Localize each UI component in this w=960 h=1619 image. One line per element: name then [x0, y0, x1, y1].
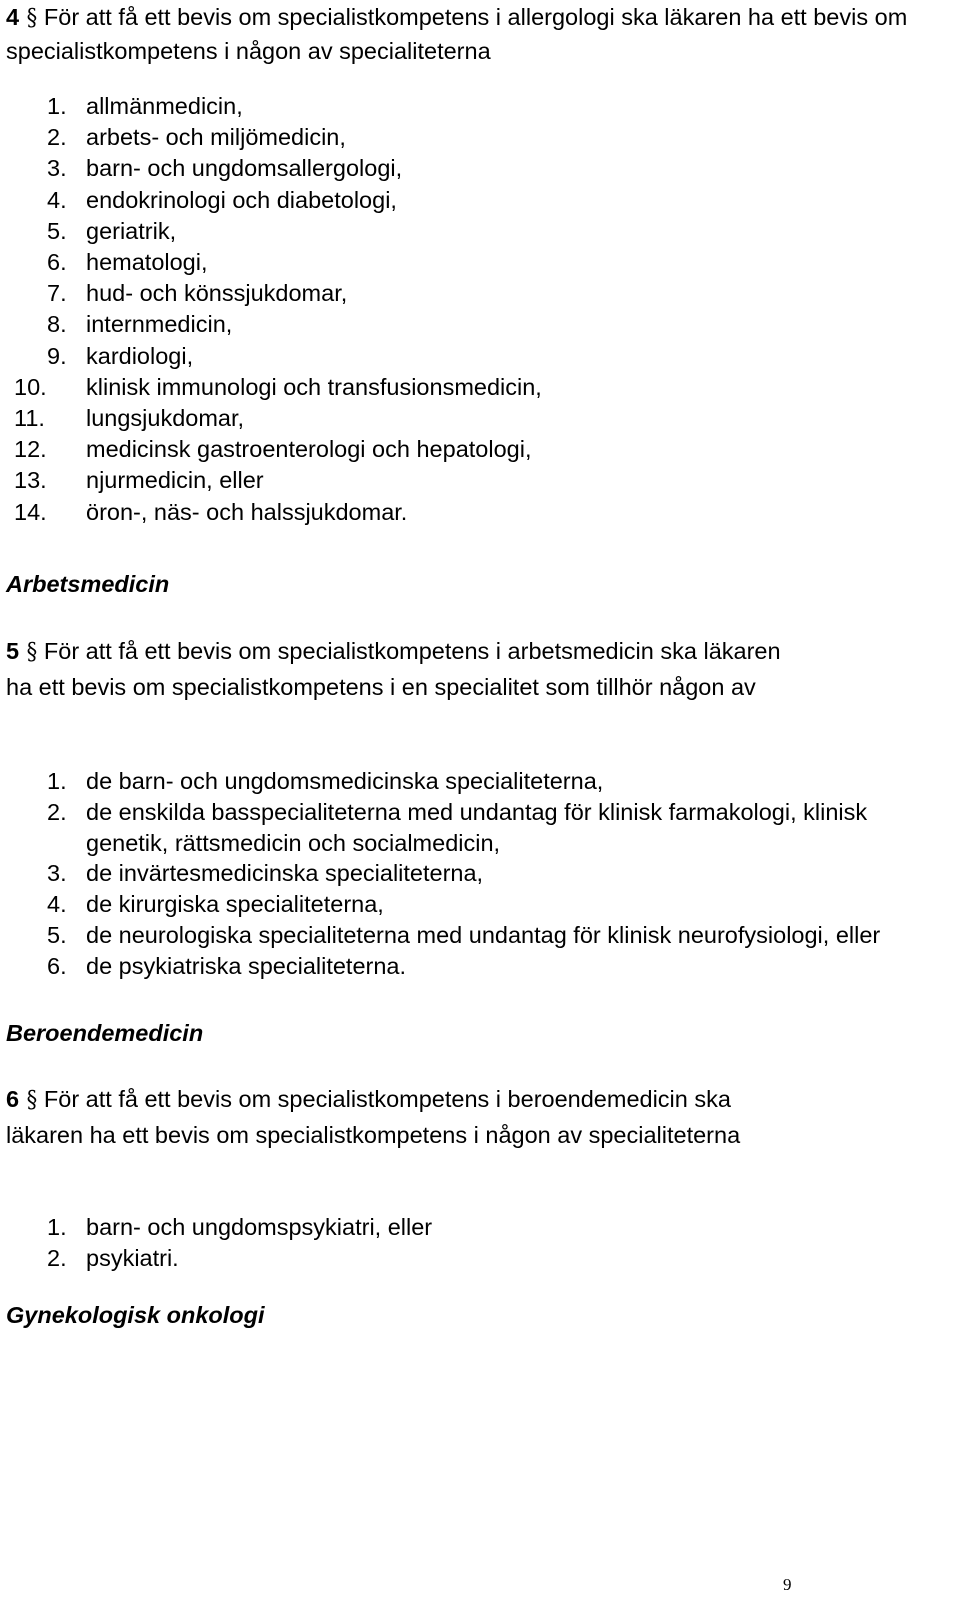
heading-beroendemedicin: Beroendemedicin	[6, 1020, 204, 1046]
allergologi-list	[6, 91, 542, 528]
list-item	[6, 766, 936, 797]
item-number: 13.	[14, 467, 47, 494]
item-text: de enskilda basspecialiteterna med undantag för klinisk farmakologi, klinisk genetik, rättsmedicin och socialmedicin,	[86, 798, 868, 856]
item-text: barn- och ungdomspsykiatri, eller	[86, 1214, 433, 1240]
item-text: kardiologi,	[86, 342, 194, 369]
item-number: 6.	[47, 249, 67, 276]
item-text: njurmedicin, eller	[86, 467, 264, 494]
item-text: öron-, näs- och halssjukdomar.	[86, 498, 408, 525]
section-5-paragraph	[6, 634, 806, 705]
list-item	[6, 497, 542, 528]
section-4-paragraph	[6, 0, 936, 68]
item-number: 14.	[14, 498, 47, 525]
section-number: 5	[6, 638, 20, 664]
list-item	[6, 1212, 432, 1243]
list-item	[6, 858, 936, 889]
item-text: hematologi,	[86, 249, 208, 276]
section-text: För att få ett bevis om specialistkompetens i beroendemedicin ska läkaren ha ett bevis om specialistkompetens i någon av specialiteterna	[6, 1086, 741, 1148]
item-number: 5.	[47, 217, 67, 244]
item-number: 2.	[47, 798, 67, 825]
item-text: de psykiatriska specialiteterna.	[86, 952, 407, 979]
item-number: 1.	[47, 1214, 67, 1240]
list-item	[6, 122, 542, 153]
item-text: hud- och könssjukdomar,	[86, 280, 348, 307]
item-number: 7.	[47, 280, 67, 307]
item-text: arbets- och miljömedicin,	[86, 124, 346, 151]
item-text: lungsjukdomar,	[86, 405, 245, 432]
list-item	[6, 434, 542, 465]
item-text: de barn- och ungdomsmedicinska specialiteterna,	[86, 768, 604, 794]
item-number: 5.	[47, 921, 67, 948]
list-item	[6, 216, 542, 247]
section-sign: §	[26, 637, 37, 665]
heading-gynekologisk-onkologi: Gynekologisk onkologi	[6, 1302, 265, 1328]
item-text: de kirurgiska specialiteterna,	[86, 891, 384, 918]
list-item	[6, 309, 542, 340]
item-number: 2.	[47, 124, 67, 151]
item-number: 2.	[47, 1244, 67, 1271]
beroendemedicin-list	[6, 1212, 432, 1274]
list-item	[6, 341, 542, 372]
item-text: psykiatri.	[86, 1244, 179, 1271]
list-item	[6, 920, 936, 951]
section-sign: §	[26, 3, 37, 31]
section-text: För att få ett bevis om specialistkompetens i arbetsmedicin ska läkaren ha ett bevis om specialistkompetens i en specialitet som tillhör någon av	[6, 638, 781, 700]
item-number: 1.	[47, 93, 67, 119]
section-sign: §	[26, 1085, 37, 1113]
item-number: 4.	[47, 891, 67, 918]
item-number: 8.	[47, 311, 67, 338]
item-number: 3.	[47, 860, 67, 887]
item-number: 1.	[47, 768, 67, 794]
section-number: 4	[6, 4, 20, 30]
item-text: de neurologiska specialiteterna med undantag för klinisk neurofysiologi, eller	[86, 921, 881, 948]
section-6-paragraph	[6, 1082, 796, 1153]
list-item	[6, 91, 542, 122]
heading-arbetsmedicin: Arbetsmedicin	[6, 571, 170, 597]
item-number: 10.	[14, 373, 47, 400]
list-item	[6, 951, 936, 982]
list-item	[6, 403, 542, 434]
item-number: 3.	[47, 155, 67, 182]
list-item	[6, 1243, 432, 1274]
list-item	[6, 465, 542, 496]
item-text: de invärtesmedicinska specialiteterna,	[86, 860, 484, 887]
list-item	[6, 185, 542, 216]
item-text: allmänmedicin,	[86, 93, 243, 119]
item-number: 11.	[14, 405, 45, 432]
section-text: För att få ett bevis om specialistkompetens i allergologi ska läkaren ha ett bevis om specialistkompetens i någon av specialiteterna	[6, 4, 908, 64]
list-item	[6, 797, 936, 859]
list-item	[6, 247, 542, 278]
item-text: endokrinologi och diabetologi,	[86, 186, 397, 213]
arbetsmedicin-list	[6, 766, 936, 982]
item-number: 6.	[47, 952, 67, 979]
item-text: barn- och ungdomsallergologi,	[86, 155, 403, 182]
section-number: 6	[6, 1086, 20, 1112]
list-item	[6, 372, 542, 403]
page-number: 9	[783, 1575, 792, 1594]
item-text: medicinsk gastroenterologi och hepatologi,	[86, 436, 532, 463]
item-text: klinisk immunologi och transfusionsmedicin,	[86, 373, 542, 400]
item-number: 9.	[47, 342, 67, 369]
list-item	[6, 153, 542, 184]
list-item	[6, 278, 542, 309]
list-item	[6, 889, 936, 920]
item-text: internmedicin,	[86, 311, 233, 338]
item-text: geriatrik,	[86, 217, 177, 244]
item-number: 12.	[14, 436, 47, 463]
item-number: 4.	[47, 186, 67, 213]
